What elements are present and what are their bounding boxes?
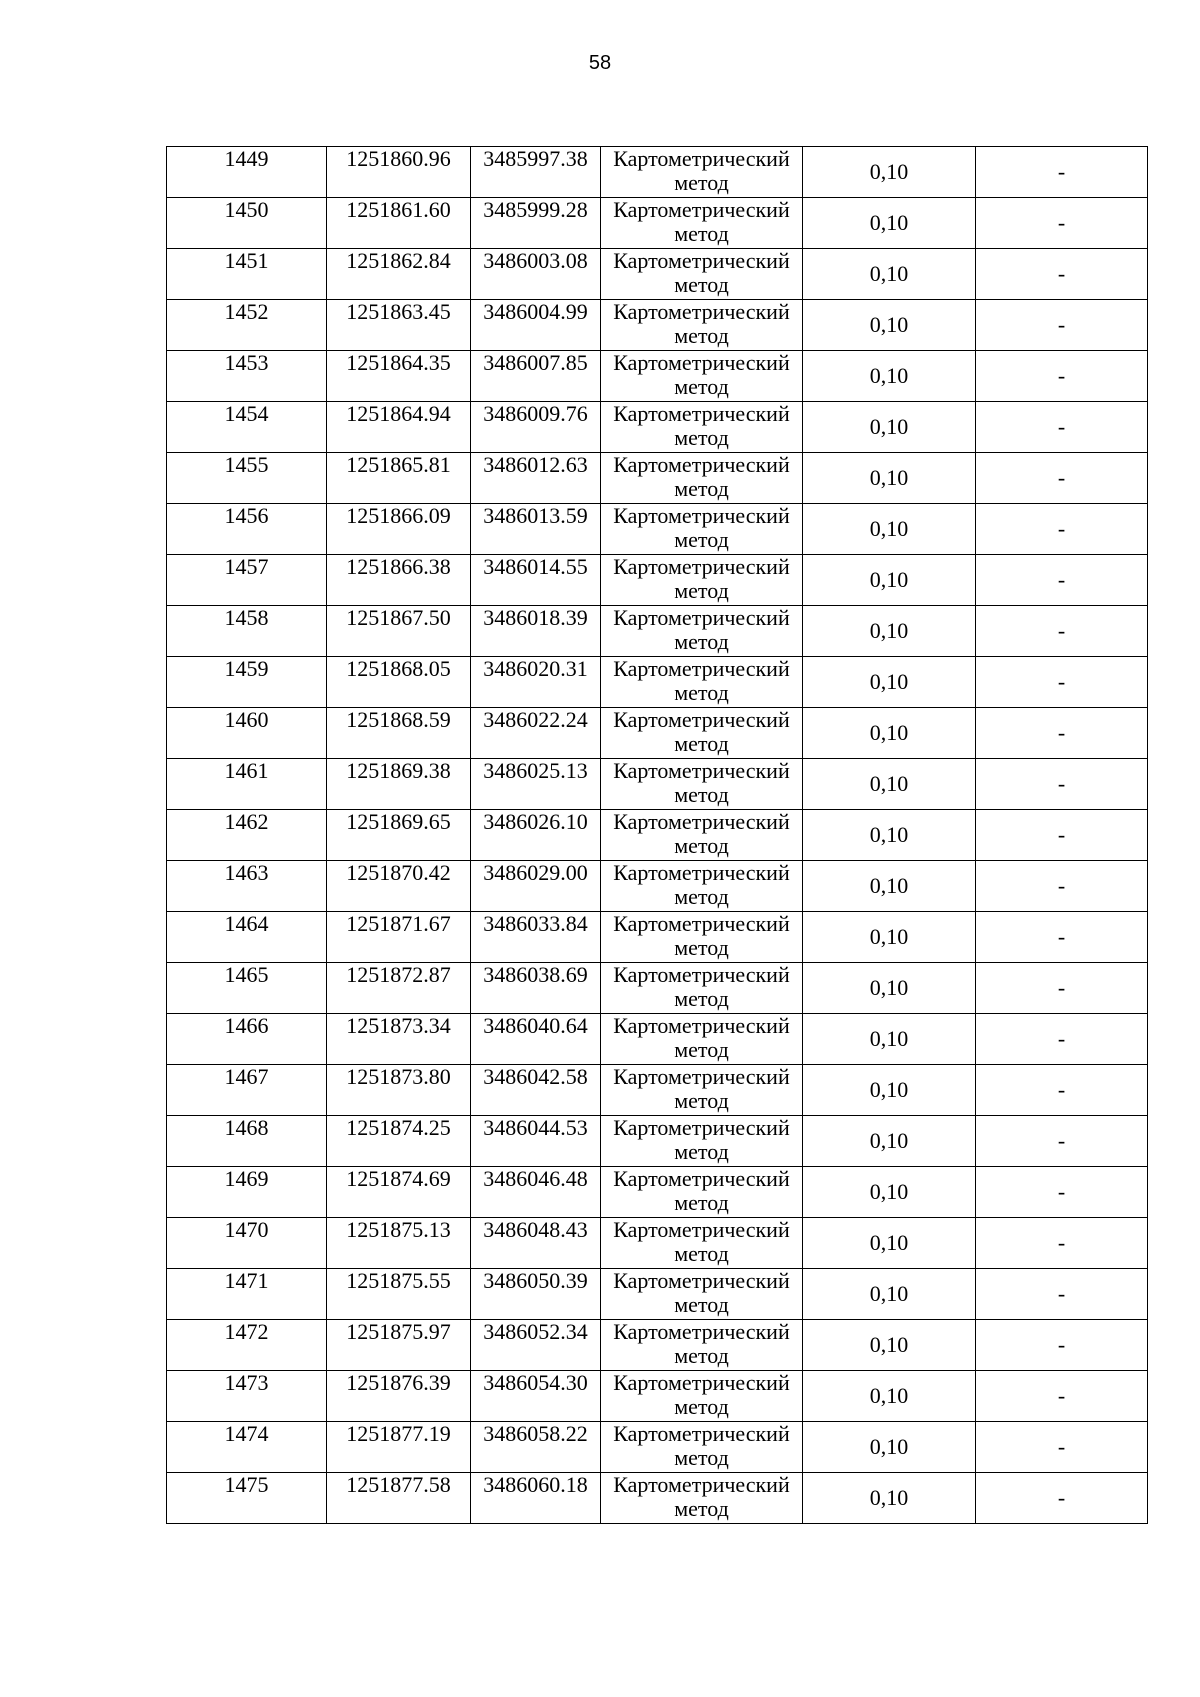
x-coordinate-cell: 1251867.50 xyxy=(327,606,471,657)
method-cell xyxy=(601,300,803,351)
precision-cell: 0,10 xyxy=(803,504,976,555)
point-number-cell: 1450 xyxy=(167,198,327,249)
point-number-cell: 1453 xyxy=(167,351,327,402)
method-line-1: Картометрический xyxy=(613,401,790,426)
note-cell: - xyxy=(976,606,1148,657)
note-cell: - xyxy=(976,708,1148,759)
method-line-2: метод xyxy=(674,221,729,246)
y-coordinate-cell: 3486007.85 xyxy=(471,351,601,402)
x-coordinate-cell: 1251877.19 xyxy=(327,1422,471,1473)
point-number-cell: 1466 xyxy=(167,1014,327,1065)
method-cell xyxy=(601,963,803,1014)
x-coordinate-cell: 1251871.67 xyxy=(327,912,471,963)
method-line-1: Картометрический xyxy=(613,350,790,375)
precision-cell: 0,10 xyxy=(803,402,976,453)
point-number-cell: 1456 xyxy=(167,504,327,555)
note-cell: - xyxy=(976,810,1148,861)
method-line-2: метод xyxy=(674,1190,729,1215)
table-row xyxy=(167,249,1148,300)
precision-cell: 0,10 xyxy=(803,759,976,810)
table-row xyxy=(167,708,1148,759)
method-line-1: Картометрический xyxy=(613,554,790,579)
method-cell xyxy=(601,1116,803,1167)
point-number-cell: 1458 xyxy=(167,606,327,657)
method-line-1: Картометрический xyxy=(613,1166,790,1191)
method-line-1: Картометрический xyxy=(613,707,790,732)
note-cell: - xyxy=(976,861,1148,912)
method-line-2: метод xyxy=(674,1496,729,1521)
x-coordinate-cell: 1251863.45 xyxy=(327,300,471,351)
x-coordinate-cell: 1251864.35 xyxy=(327,351,471,402)
x-coordinate-cell: 1251864.94 xyxy=(327,402,471,453)
page-number: 58 xyxy=(588,52,612,74)
point-number-cell: 1467 xyxy=(167,1065,327,1116)
x-coordinate-cell: 1251875.97 xyxy=(327,1320,471,1371)
x-coordinate-cell: 1251873.34 xyxy=(327,1014,471,1065)
method-line-1: Картометрический xyxy=(613,860,790,885)
method-cell xyxy=(601,453,803,504)
y-coordinate-cell: 3486013.59 xyxy=(471,504,601,555)
method-line-2: метод xyxy=(674,323,729,348)
x-coordinate-cell: 1251868.05 xyxy=(327,657,471,708)
y-coordinate-cell: 3486033.84 xyxy=(471,912,601,963)
method-cell xyxy=(601,1371,803,1422)
note-cell: - xyxy=(976,453,1148,504)
method-line-1: Картометрический xyxy=(613,809,790,834)
precision-cell: 0,10 xyxy=(803,1269,976,1320)
method-line-1: Картометрический xyxy=(613,1370,790,1395)
method-cell xyxy=(601,1422,803,1473)
method-line-2: метод xyxy=(674,374,729,399)
x-coordinate-cell: 1251874.69 xyxy=(327,1167,471,1218)
y-coordinate-cell: 3486018.39 xyxy=(471,606,601,657)
precision-cell: 0,10 xyxy=(803,300,976,351)
y-coordinate-cell: 3486026.10 xyxy=(471,810,601,861)
method-line-1: Картометрический xyxy=(613,197,790,222)
method-line-1: Картометрический xyxy=(613,911,790,936)
note-cell: - xyxy=(976,963,1148,1014)
note-cell: - xyxy=(976,198,1148,249)
y-coordinate-cell: 3486060.18 xyxy=(471,1473,601,1524)
note-cell: - xyxy=(976,657,1148,708)
table-row xyxy=(167,147,1148,198)
method-cell xyxy=(601,708,803,759)
point-number-cell: 1461 xyxy=(167,759,327,810)
y-coordinate-cell: 3486050.39 xyxy=(471,1269,601,1320)
precision-cell: 0,10 xyxy=(803,1116,976,1167)
note-cell: - xyxy=(976,1371,1148,1422)
method-cell xyxy=(601,351,803,402)
method-cell xyxy=(601,1167,803,1218)
x-coordinate-cell: 1251876.39 xyxy=(327,1371,471,1422)
table-row xyxy=(167,555,1148,606)
note-cell: - xyxy=(976,1014,1148,1065)
point-number-cell: 1470 xyxy=(167,1218,327,1269)
coordinates-table xyxy=(166,146,1148,1524)
method-line-2: метод xyxy=(674,1343,729,1368)
method-line-2: метод xyxy=(674,986,729,1011)
note-cell: - xyxy=(976,555,1148,606)
method-cell xyxy=(601,1014,803,1065)
x-coordinate-cell: 1251874.25 xyxy=(327,1116,471,1167)
method-line-2: метод xyxy=(674,272,729,297)
table-row xyxy=(167,759,1148,810)
y-coordinate-cell: 3486042.58 xyxy=(471,1065,601,1116)
method-line-1: Картометрический xyxy=(613,1472,790,1497)
method-line-1: Картометрический xyxy=(613,1115,790,1140)
precision-cell: 0,10 xyxy=(803,147,976,198)
y-coordinate-cell: 3485999.28 xyxy=(471,198,601,249)
x-coordinate-cell: 1251865.81 xyxy=(327,453,471,504)
method-cell xyxy=(601,606,803,657)
precision-cell: 0,10 xyxy=(803,912,976,963)
point-number-cell: 1459 xyxy=(167,657,327,708)
table-row xyxy=(167,606,1148,657)
y-coordinate-cell: 3486044.53 xyxy=(471,1116,601,1167)
precision-cell: 0,10 xyxy=(803,1065,976,1116)
method-cell xyxy=(601,249,803,300)
method-line-2: метод xyxy=(674,731,729,756)
table-row xyxy=(167,1065,1148,1116)
x-coordinate-cell: 1251872.87 xyxy=(327,963,471,1014)
table-row xyxy=(167,1116,1148,1167)
method-line-2: метод xyxy=(674,1292,729,1317)
precision-cell: 0,10 xyxy=(803,1422,976,1473)
precision-cell: 0,10 xyxy=(803,249,976,300)
note-cell: - xyxy=(976,300,1148,351)
precision-cell: 0,10 xyxy=(803,1014,976,1065)
point-number-cell: 1454 xyxy=(167,402,327,453)
method-line-1: Картометрический xyxy=(613,1217,790,1242)
x-coordinate-cell: 1251875.13 xyxy=(327,1218,471,1269)
point-number-cell: 1451 xyxy=(167,249,327,300)
table-row xyxy=(167,351,1148,402)
precision-cell: 0,10 xyxy=(803,708,976,759)
note-cell: - xyxy=(976,249,1148,300)
x-coordinate-cell: 1251875.55 xyxy=(327,1269,471,1320)
table-row xyxy=(167,1269,1148,1320)
precision-cell: 0,10 xyxy=(803,555,976,606)
precision-cell: 0,10 xyxy=(803,1218,976,1269)
method-line-1: Картометрический xyxy=(613,656,790,681)
precision-cell: 0,10 xyxy=(803,861,976,912)
precision-cell: 0,10 xyxy=(803,1320,976,1371)
y-coordinate-cell: 3486040.64 xyxy=(471,1014,601,1065)
precision-cell: 0,10 xyxy=(803,351,976,402)
method-line-2: метод xyxy=(674,425,729,450)
method-line-2: метод xyxy=(674,476,729,501)
method-line-2: метод xyxy=(674,1445,729,1470)
table-row xyxy=(167,300,1148,351)
method-line-1: Картометрический xyxy=(613,503,790,528)
y-coordinate-cell: 3486014.55 xyxy=(471,555,601,606)
table-row xyxy=(167,1422,1148,1473)
method-cell xyxy=(601,1320,803,1371)
y-coordinate-cell: 3486046.48 xyxy=(471,1167,601,1218)
method-cell xyxy=(601,147,803,198)
method-cell xyxy=(601,1065,803,1116)
y-coordinate-cell: 3486054.30 xyxy=(471,1371,601,1422)
x-coordinate-cell: 1251877.58 xyxy=(327,1473,471,1524)
method-line-2: метод xyxy=(674,782,729,807)
note-cell: - xyxy=(976,1269,1148,1320)
y-coordinate-cell: 3486052.34 xyxy=(471,1320,601,1371)
method-line-2: метод xyxy=(674,1241,729,1266)
method-line-2: метод xyxy=(674,1139,729,1164)
point-number-cell: 1452 xyxy=(167,300,327,351)
precision-cell: 0,10 xyxy=(803,1371,976,1422)
x-coordinate-cell: 1251862.84 xyxy=(327,249,471,300)
note-cell: - xyxy=(976,1422,1148,1473)
point-number-cell: 1471 xyxy=(167,1269,327,1320)
point-number-cell: 1462 xyxy=(167,810,327,861)
x-coordinate-cell: 1251866.09 xyxy=(327,504,471,555)
method-line-2: метод xyxy=(674,629,729,654)
precision-cell: 0,10 xyxy=(803,1167,976,1218)
point-number-cell: 1460 xyxy=(167,708,327,759)
point-number-cell: 1455 xyxy=(167,453,327,504)
table-row xyxy=(167,504,1148,555)
table-row xyxy=(167,657,1148,708)
note-cell: - xyxy=(976,912,1148,963)
method-line-2: метод xyxy=(674,935,729,960)
point-number-cell: 1464 xyxy=(167,912,327,963)
note-cell: - xyxy=(976,1320,1148,1371)
y-coordinate-cell: 3486003.08 xyxy=(471,249,601,300)
table-body xyxy=(167,147,1148,1524)
y-coordinate-cell: 3486058.22 xyxy=(471,1422,601,1473)
method-line-1: Картометрический xyxy=(613,452,790,477)
table-row xyxy=(167,1167,1148,1218)
note-cell: - xyxy=(976,1065,1148,1116)
table-row xyxy=(167,402,1148,453)
y-coordinate-cell: 3486025.13 xyxy=(471,759,601,810)
point-number-cell: 1475 xyxy=(167,1473,327,1524)
x-coordinate-cell: 1251869.38 xyxy=(327,759,471,810)
method-line-2: метод xyxy=(674,170,729,195)
method-cell xyxy=(601,912,803,963)
method-line-1: Картометрический xyxy=(613,758,790,783)
note-cell: - xyxy=(976,147,1148,198)
method-line-1: Картометрический xyxy=(613,1013,790,1038)
table-row xyxy=(167,1371,1148,1422)
method-line-2: метод xyxy=(674,884,729,909)
precision-cell: 0,10 xyxy=(803,198,976,249)
y-coordinate-cell: 3486029.00 xyxy=(471,861,601,912)
table-row xyxy=(167,453,1148,504)
method-line-2: метод xyxy=(674,1037,729,1062)
table-row xyxy=(167,963,1148,1014)
precision-cell: 0,10 xyxy=(803,810,976,861)
method-cell xyxy=(601,759,803,810)
method-cell xyxy=(601,555,803,606)
point-number-cell: 1463 xyxy=(167,861,327,912)
precision-cell: 0,10 xyxy=(803,1473,976,1524)
table-row xyxy=(167,1218,1148,1269)
method-line-1: Картометрический xyxy=(613,1064,790,1089)
precision-cell: 0,10 xyxy=(803,963,976,1014)
method-cell xyxy=(601,861,803,912)
precision-cell: 0,10 xyxy=(803,657,976,708)
point-number-cell: 1472 xyxy=(167,1320,327,1371)
note-cell: - xyxy=(976,1167,1148,1218)
method-line-1: Картометрический xyxy=(613,299,790,324)
precision-cell: 0,10 xyxy=(803,453,976,504)
table-row xyxy=(167,1014,1148,1065)
y-coordinate-cell: 3485997.38 xyxy=(471,147,601,198)
method-line-1: Картометрический xyxy=(613,962,790,987)
point-number-cell: 1465 xyxy=(167,963,327,1014)
y-coordinate-cell: 3486012.63 xyxy=(471,453,601,504)
table-row xyxy=(167,1320,1148,1371)
x-coordinate-cell: 1251870.42 xyxy=(327,861,471,912)
x-coordinate-cell: 1251861.60 xyxy=(327,198,471,249)
note-cell: - xyxy=(976,1116,1148,1167)
method-line-1: Картометрический xyxy=(613,605,790,630)
table-row xyxy=(167,810,1148,861)
method-line-1: Картометрический xyxy=(613,1421,790,1446)
note-cell: - xyxy=(976,759,1148,810)
method-cell xyxy=(601,1269,803,1320)
y-coordinate-cell: 3486038.69 xyxy=(471,963,601,1014)
x-coordinate-cell: 1251868.59 xyxy=(327,708,471,759)
method-line-2: метод xyxy=(674,680,729,705)
method-cell xyxy=(601,504,803,555)
point-number-cell: 1473 xyxy=(167,1371,327,1422)
note-cell: - xyxy=(976,1218,1148,1269)
point-number-cell: 1457 xyxy=(167,555,327,606)
x-coordinate-cell: 1251873.80 xyxy=(327,1065,471,1116)
method-cell xyxy=(601,657,803,708)
y-coordinate-cell: 3486048.43 xyxy=(471,1218,601,1269)
point-number-cell: 1468 xyxy=(167,1116,327,1167)
method-line-1: Картометрический xyxy=(613,1319,790,1344)
point-number-cell: 1469 xyxy=(167,1167,327,1218)
y-coordinate-cell: 3486020.31 xyxy=(471,657,601,708)
method-cell xyxy=(601,402,803,453)
y-coordinate-cell: 3486009.76 xyxy=(471,402,601,453)
method-line-2: метод xyxy=(674,833,729,858)
point-number-cell: 1449 xyxy=(167,147,327,198)
method-cell xyxy=(601,1218,803,1269)
table-row xyxy=(167,1473,1148,1524)
y-coordinate-cell: 3486022.24 xyxy=(471,708,601,759)
note-cell: - xyxy=(976,1473,1148,1524)
x-coordinate-cell: 1251869.65 xyxy=(327,810,471,861)
table-row xyxy=(167,912,1148,963)
method-line-1: Картометрический xyxy=(613,1268,790,1293)
method-line-1: Картометрический xyxy=(613,248,790,273)
method-line-2: метод xyxy=(674,1394,729,1419)
method-line-2: метод xyxy=(674,1088,729,1113)
method-line-1: Картометрический xyxy=(613,146,790,171)
y-coordinate-cell: 3486004.99 xyxy=(471,300,601,351)
method-line-2: метод xyxy=(674,527,729,552)
point-number-cell: 1474 xyxy=(167,1422,327,1473)
table-row xyxy=(167,198,1148,249)
method-cell xyxy=(601,1473,803,1524)
method-line-2: метод xyxy=(674,578,729,603)
note-cell: - xyxy=(976,351,1148,402)
table-row xyxy=(167,861,1148,912)
x-coordinate-cell: 1251860.96 xyxy=(327,147,471,198)
note-cell: - xyxy=(976,402,1148,453)
method-cell xyxy=(601,198,803,249)
method-cell xyxy=(601,810,803,861)
note-cell: - xyxy=(976,504,1148,555)
precision-cell: 0,10 xyxy=(803,606,976,657)
x-coordinate-cell: 1251866.38 xyxy=(327,555,471,606)
